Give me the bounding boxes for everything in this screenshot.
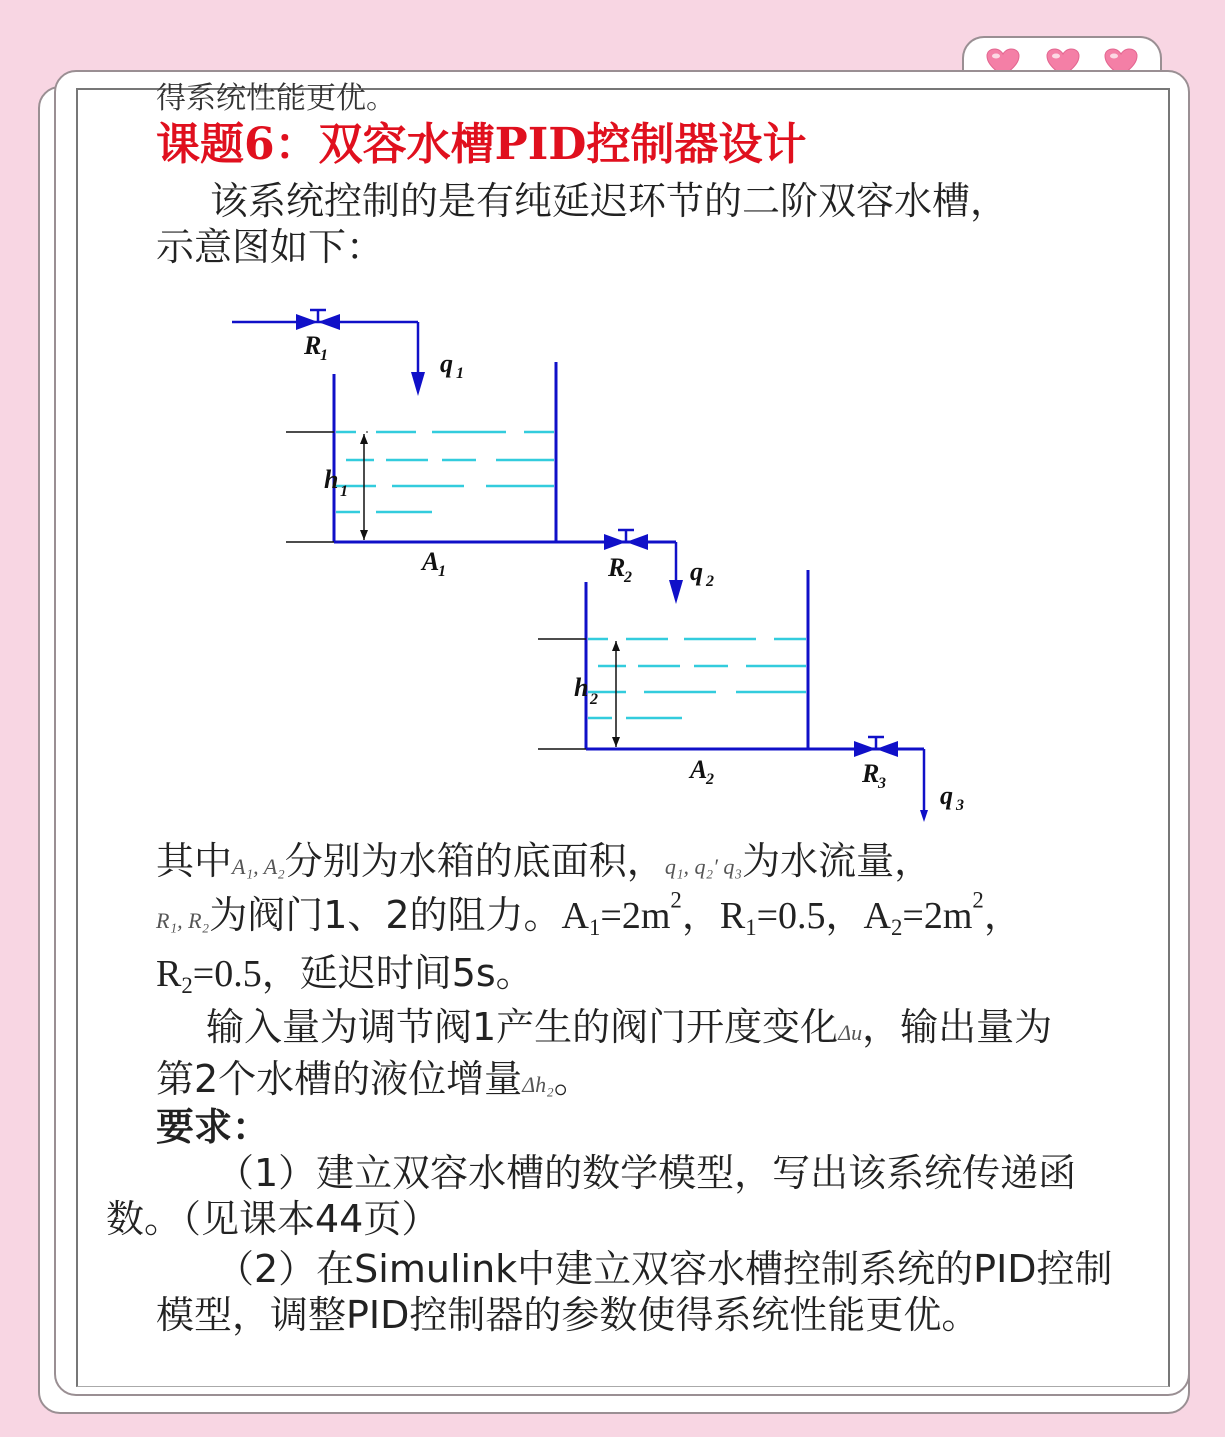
q3-arrow [920, 810, 928, 822]
requirement-2-line-1: （2）在Simulink中建立双容水槽控制系统的PID控制 [216, 1247, 1113, 1291]
resistance-symbols: R₁, R₂ [156, 908, 210, 933]
intro-line-1: 该系统控制的是有纯延迟环节的二阶双容水槽， [210, 179, 1009, 223]
requirement-2-line-2: 模型，调整PID控制器的参数使得系统性能更优。 [156, 1293, 980, 1337]
tank-1 [286, 362, 676, 542]
area-symbols: A₁, A₂ [232, 854, 285, 879]
q1-arrow [411, 372, 425, 396]
svg-text:1: 1 [320, 347, 328, 364]
para-resistance: R₁, R₂为阀门1、2的阻力。$A_1=2m^2$，$R_1=0.5$，$A_2=2m^2$， [156, 887, 1022, 940]
svg-text:1: 1 [438, 563, 446, 580]
delta-h2-symbol: Δh₂ [522, 1072, 554, 1097]
cut-off-text: 得系统性能更优。 [156, 81, 396, 116]
double-tank-diagram [206, 292, 1006, 832]
svg-text:3: 3 [878, 775, 886, 792]
flow-symbols: q₁, q₂′ q₃ [664, 854, 743, 879]
document-card [54, 70, 1190, 1396]
label-a2: A [690, 755, 708, 784]
para-delay: $R_2=0.5$，延迟时间5s。 [156, 951, 534, 998]
page-title: 课题6：双容水槽PID控制器设计 [156, 119, 807, 170]
label-r1: R [304, 331, 322, 360]
svg-text:2: 2 [706, 573, 714, 590]
para-io-line-1: 输入量为调节阀1产生的阀门开度变化Δu，输出量为 [206, 1005, 1053, 1049]
svg-text:1: 1 [340, 483, 348, 500]
label-h1: h [324, 465, 339, 494]
requirement-1-line-2: 数。（见课本44页） [106, 1197, 440, 1241]
label-q3: q [940, 781, 953, 810]
slide-content [56, 72, 1188, 1394]
label-a1: A [422, 547, 440, 576]
label-r2: R [608, 553, 626, 582]
svg-text:1: 1 [456, 365, 464, 382]
label-h2: h [574, 673, 589, 702]
svg-text:3: 3 [956, 797, 964, 814]
label-q2: q [690, 557, 703, 586]
delta-u-symbol: Δu [838, 1020, 863, 1045]
valve-r2-icon [604, 530, 648, 550]
q2-arrow [669, 580, 683, 604]
tank-2 [538, 570, 924, 749]
para-io-line-2: 第2个水槽的液位增量Δh₂。 [156, 1057, 592, 1101]
svg-text:2: 2 [624, 569, 632, 586]
label-r3: R [862, 759, 880, 788]
requirement-1-line-1: （1）建立双容水槽的数学模型，写出该系统传递函 [216, 1151, 1077, 1195]
requirements-heading: 要求： [156, 1105, 271, 1149]
svg-text:2: 2 [590, 691, 598, 708]
para-areas-flows: 其中A₁, A₂分别为水箱的底面积，q₁, q₂′ q₃为水流量， [156, 839, 933, 883]
valve-r3-icon [854, 737, 898, 757]
label-q1: q [440, 349, 453, 378]
intro-line-2: 示意图如下： [156, 225, 385, 269]
svg-text:2: 2 [706, 771, 714, 788]
valve-r1-icon [296, 310, 340, 330]
